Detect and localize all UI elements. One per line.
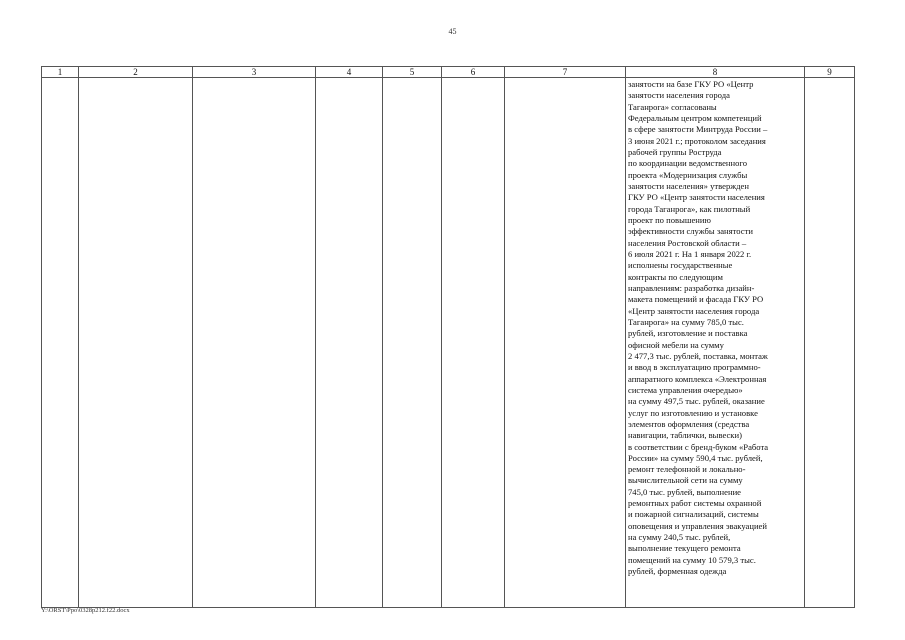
text-line: услуг по изготовлению и установке [628,407,758,418]
table-cell-empty [383,78,442,608]
text-line: населения Ростовской области – [628,237,747,248]
text-line: элементов оформления (средства [628,418,750,429]
column-number: 4 [316,67,383,78]
text-line: макета помещений и фасада ГКУ РО [628,294,764,305]
table-cell-empty [316,78,383,608]
text-line: рабочей группы Роструда [628,146,722,157]
text-line: помещений на сумму 10 579,3 тыс. [628,554,756,565]
column-number: 8 [626,67,805,78]
text-line: по координации ведомственного [628,158,748,169]
column-number: 1 [42,67,79,78]
text-line: на сумму 240,5 тыс. рублей, [628,532,731,543]
table-cell-empty [79,78,193,608]
text-line: на сумму 497,5 тыс. рублей, оказание [628,396,765,407]
text-line: России» на сумму 590,4 тыс. рублей, [628,452,763,463]
text-line: офисной мебели на сумму [628,339,724,350]
text-line: оповещения и управления эвакуацией [628,520,767,531]
text-line: рублей, форменная одежда [628,566,727,577]
text-line: и ввод в эксплуатацию программно- [628,362,761,373]
text-line: 2 477,3 тыс. рублей, поставка, монтаж [628,350,768,361]
column-number: 9 [805,67,855,78]
text-line: ГКУ РО «Центр занятости населения [628,192,765,203]
file-path-footer: Y:\ORST\Ppo\0328p212.f22.docx [41,607,130,614]
text-line: исполнены государственные [628,260,733,271]
text-line: направлениям: разработка дизайн- [628,282,755,293]
text-line: эффективности службы занятости [628,226,753,237]
text-line: 745,0 тыс. рублей, выполнение [628,486,741,497]
text-line: навигации, таблички, вывески) [628,430,742,441]
text-line: ремонт телефонной и локально- [628,464,746,475]
text-line: в сфере занятости Минтруда России – [628,124,768,135]
text-line: аппаратного комплекса «Электронная [628,373,767,384]
text-line: города Таганрога», как пилотный [628,203,751,214]
column-number: 6 [442,67,505,78]
text-line: система управления очередью» [628,384,743,395]
document-table [41,66,855,608]
text-line: занятости населения города [628,90,730,101]
text-line: рублей, изготовление и поставка [628,328,748,339]
text-line: Таганрога» на сумму 785,0 тыс. [628,316,744,327]
column-number: 2 [79,67,193,78]
column-number-row [42,67,855,78]
text-line: и пожарной сигнализаций, системы [628,509,759,520]
column-8-text [626,78,804,577]
text-line: проект по повышению [628,214,711,225]
text-line: ремонтных работ системы охранной [628,498,762,509]
table-cell-empty [442,78,505,608]
text-line: вычислительной сети на сумму [628,475,743,486]
text-line: в соответствии с бренд-буком «Работа [628,441,769,452]
table-cell-empty [193,78,316,608]
column-number: 7 [505,67,626,78]
column-8-text-cell [626,78,805,608]
table-cell-empty [505,78,626,608]
text-line: 3 июня 2021 г.; протоколом заседания [628,135,766,146]
text-line: занятости на базе ГКУ РО «Центр [628,79,754,89]
text-line: Федеральным центром компетенций [628,112,762,123]
column-number: 3 [193,67,316,78]
text-line: Таганрога» согласованы [628,101,717,112]
text-line: выполнение текущего ремонта [628,543,741,554]
page-number: 45 [448,27,457,36]
text-line: 6 июля 2021 г. На 1 января 2022 г. [628,248,752,259]
text-line: проекта «Модернизация службы [628,169,748,180]
table-cell-empty [805,78,855,608]
table-cell-empty [42,78,79,608]
text-line: контракты по следующим [628,271,723,282]
column-number: 5 [383,67,442,78]
text-line: «Центр занятости населения города [628,305,760,316]
text-line: занятости населения» утвержден [628,180,749,191]
table-row [42,78,855,608]
